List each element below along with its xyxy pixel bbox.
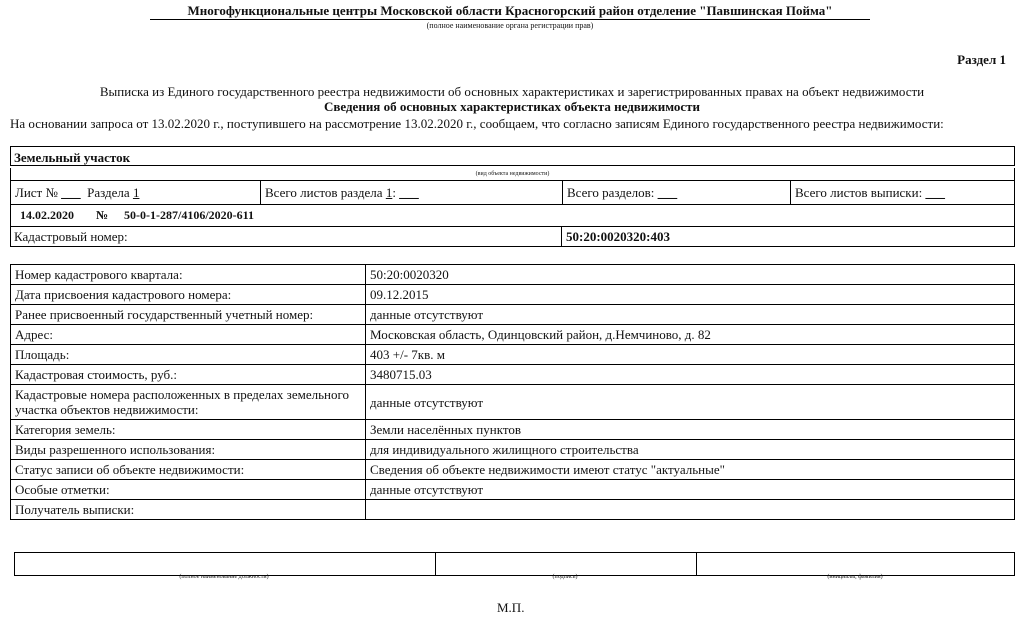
section-sheets-cell — [261, 181, 563, 204]
document-title: Выписка из Единого государственного реестра недвижимости об основных характеристиках и зарегистрированных правах на объект недвижимости — [99, 84, 925, 99]
row-value: 09.12.2015 — [366, 285, 1015, 305]
sheet-number-label: Лист № — [15, 185, 58, 200]
section-sheets-blank: ___ — [399, 185, 419, 200]
row-key: Кадастровая стоимость, руб.: — [11, 365, 366, 385]
cadastral-number-label: Кадастровый номер: — [14, 229, 128, 244]
table-row — [11, 420, 1015, 440]
signature-caption: (подпись) — [552, 574, 578, 580]
row-key: Кадастровые номера расположенных в пределах земельного участка объектов недвижимости: — [11, 385, 366, 420]
sheet-number-blank: ___ — [61, 185, 81, 200]
row-key: Площадь: — [11, 345, 366, 365]
row-value: данные отсутствуют — [366, 385, 1015, 420]
signature-field — [436, 553, 697, 576]
sheet-number-cell — [11, 181, 261, 204]
table-row — [11, 440, 1015, 460]
organization-name: Многофункциональные центры Московской области Красногорский район отделение "Павшинская Пойма" — [187, 3, 833, 18]
cadastral-divider — [561, 227, 562, 247]
row-value: данные отсутствуют — [366, 305, 1015, 325]
basis-text: На основании запроса от 13.02.2020 г., поступившего на рассмотрение 13.02.2020 г., сообщаем, что согласно записям Единого государственного реестра недвижимости: — [10, 116, 944, 131]
row-value: Сведения об объекте недвижимости имеют статус "актуальные" — [366, 460, 1015, 480]
total-sheets-cell — [791, 181, 1014, 204]
table-row — [11, 325, 1015, 345]
organization-caption: (полное наименование органа регистрации прав) — [426, 21, 594, 30]
extract-date: 14.02.2020 — [20, 208, 74, 222]
row-key: Виды разрешенного использования: — [11, 440, 366, 460]
organization-underline — [150, 19, 870, 20]
row-key: Адрес: — [11, 325, 366, 345]
row-value: Московская область, Одинцовский район, д.Немчиново, д. 82 — [366, 325, 1015, 345]
total-sections-blank: ___ — [657, 185, 678, 200]
row-key: Категория земель: — [11, 420, 366, 440]
row-key: Статус записи об объекте недвижимости: — [11, 460, 366, 480]
row-value: 403 +/- 7кв. м — [366, 345, 1015, 365]
row-key: Получатель выписки: — [11, 500, 366, 520]
row-key: Ранее присвоенный государственный учетный номер: — [11, 305, 366, 325]
row-key: Дата присвоения кадастрового номера: — [11, 285, 366, 305]
table-row — [11, 285, 1015, 305]
row-value: Земли населённых пунктов — [366, 420, 1015, 440]
section-sheets-colon: : — [392, 185, 396, 200]
table-row — [11, 305, 1015, 325]
extract-number-label: № — [96, 208, 109, 222]
signature-table — [14, 552, 1015, 576]
section-sheets-value: 1 — [385, 185, 393, 200]
object-type-row — [10, 146, 1015, 166]
extract-number: 50-0-1-287/4106/2020-611 — [124, 208, 254, 222]
object-type-caption: (вид объекта недвижимости) — [475, 171, 550, 177]
total-sections-label: Всего разделов: — [567, 185, 655, 200]
section-sheets-label: Всего листов раздела — [265, 185, 383, 200]
document-subtitle: Сведения об основных характеристиках объекта недвижимости — [323, 99, 701, 114]
name-caption: (инициалы, фамилия) — [827, 574, 883, 580]
section-label: Раздел 1 — [957, 52, 1006, 67]
sheet-section-label: Раздела — [87, 185, 130, 200]
row-value: 3480715.03 — [366, 365, 1015, 385]
row-value: для индивидуального жилищного строительства — [366, 440, 1015, 460]
sheets-row — [10, 181, 1015, 205]
total-sections-cell — [563, 181, 791, 204]
row-value: данные отсутствуют — [366, 480, 1015, 500]
table-row — [11, 385, 1015, 420]
table-row — [11, 480, 1015, 500]
cadastral-number-value: 50:20:0020320:403 — [566, 229, 670, 244]
table-row — [11, 460, 1015, 480]
table-row — [11, 365, 1015, 385]
row-key: Особые отметки: — [11, 480, 366, 500]
position-field — [15, 553, 436, 576]
row-value: 50:20:0020320 — [366, 265, 1015, 285]
position-caption: (полное наименование должности) — [179, 574, 269, 580]
table-row — [11, 500, 1015, 520]
object-type: Земельный участок — [14, 150, 131, 165]
signature-captions — [14, 574, 1015, 584]
total-sheets-blank: ___ — [925, 185, 945, 200]
row-value — [366, 500, 1015, 520]
name-field — [697, 553, 1015, 576]
stamp-place: М.П. — [497, 600, 525, 615]
characteristics-table — [10, 264, 1015, 520]
row-key: Номер кадастрового квартала: — [11, 265, 366, 285]
total-sheets-label: Всего листов выписки: — [795, 185, 923, 200]
sheet-section-value: 1 — [132, 185, 140, 200]
table-row — [11, 345, 1015, 365]
cadastral-row — [10, 227, 1015, 247]
table-row — [11, 265, 1015, 285]
